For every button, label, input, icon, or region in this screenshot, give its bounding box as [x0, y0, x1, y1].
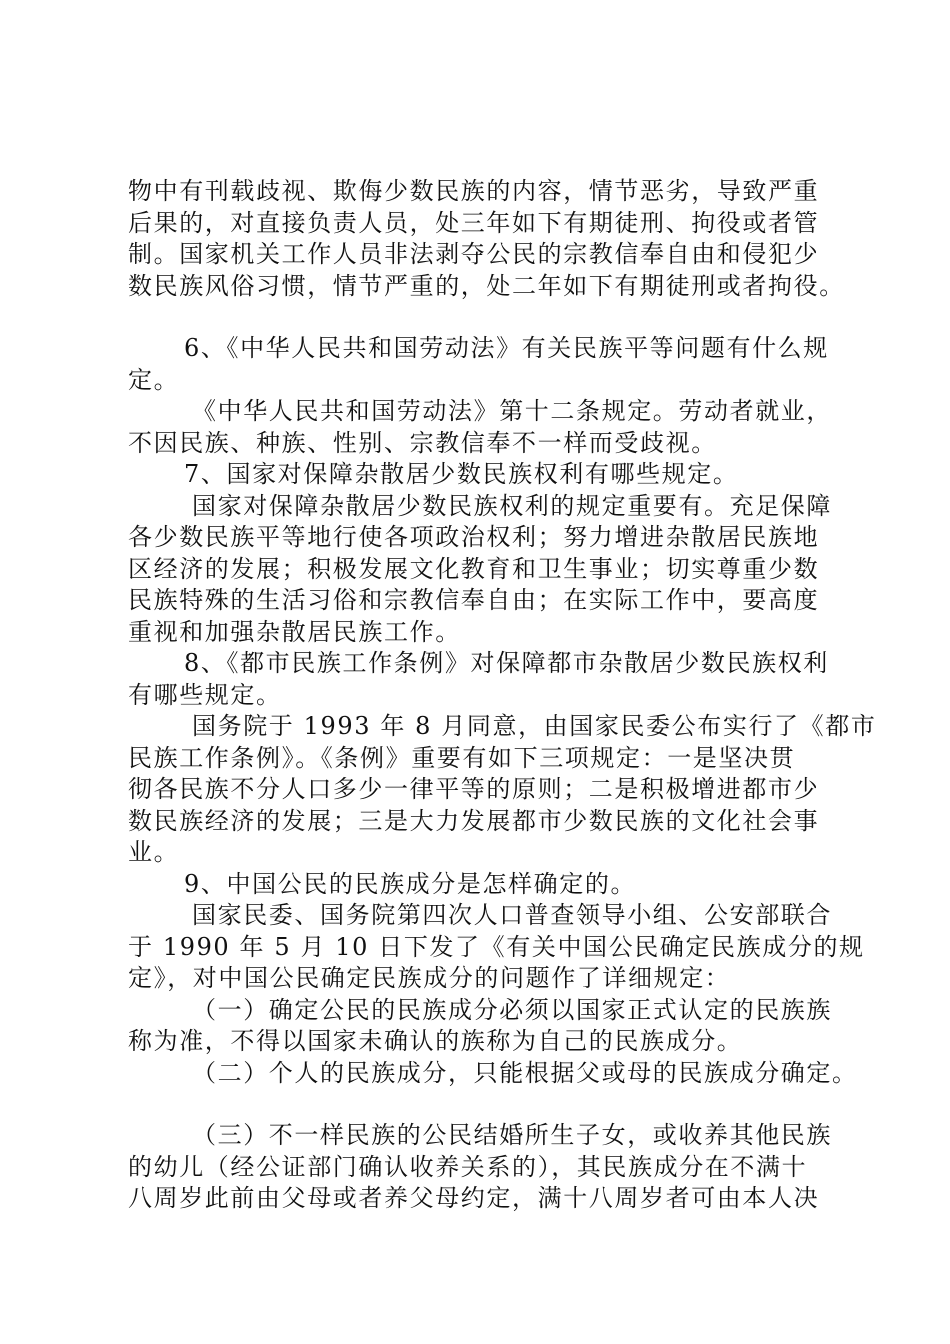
section-heading-8: 8、《都市民族工作条例》对保障都市杂散居少数民族权利 [184, 649, 829, 677]
text-line: 《中华人民共和国劳动法》第十二条规定。劳动者就业， [192, 397, 832, 425]
text-line: 数民族风俗习惯，情节严重的，处二年如下有期徒刑或者拘役。 [128, 271, 845, 300]
text-line: 国务院于 1993 年 8 月同意，由国家民委公布实行了《都市 [192, 712, 877, 740]
section-heading-6: 6、《中华人民共和国劳动法》有关民族平等问题有什么规 [184, 334, 829, 362]
document-body [128, 176, 877, 1215]
text-line: 国家民委、国务院第四次人口普查领导小组、公安部联合 [192, 901, 832, 929]
text-line: 彻各民族不分人口多少一律平等的原则；二是积极增进都市少 [128, 775, 820, 803]
text-line: 不因民族、种族、性别、宗教信奉不一样而受歧视。 [128, 428, 717, 457]
text-line: 民族特殊的生活习俗和宗教信奉自由；在实际工作中，要高度 [128, 586, 820, 614]
text-line: 物中有刊载歧视、欺侮少数民族的内容，情节恶劣，导致严重 [128, 177, 820, 205]
text-line: （三）不一样民族的公民结婚所生子女，或收养其他民族 [192, 1121, 832, 1149]
paragraph-gap [128, 1089, 830, 1120]
text-line: 定》，对中国公民确定民族成分的问题作了详细规定： [128, 964, 731, 992]
text-line: （二）个人的民族成分，只能根据父或母的民族成分确定。 [192, 1058, 858, 1087]
text-line: 重视和加强杂散居民族工作。 [128, 617, 461, 646]
text-line: 区经济的发展；积极发展文化教育和卫生事业；切实尊重少数 [128, 554, 820, 583]
text-line: （一）确定公民的民族成分必须以国家正式认定的民族族 [192, 995, 832, 1024]
text-line: 定。 [128, 365, 180, 394]
section-heading-7: 7、国家对保障杂散居少数民族权利有哪些规定。 [184, 460, 739, 488]
text-line: 于 1990 年 5 月 10 日下发了《有关中国公民确定民族成分的规 [128, 932, 865, 961]
text-line: 各少数民族平等地行使各项政治权利；努力增进杂散居民族地 [128, 523, 820, 551]
paragraph-gap [128, 302, 830, 333]
section-heading-9: 9、中国公民的民族成分是怎样确定的。 [184, 869, 637, 898]
text-line: 国家对保障杂散居少数民族权利的规定重要有。充足保障 [192, 491, 832, 520]
text-line: 后果的，对直接负责人员，处三年如下有期徒刑、拘役或者管 [128, 208, 820, 237]
text-line: 有哪些规定。 [128, 680, 282, 709]
text-line: 称为准，不得以国家未确认的族称为自己的民族成分。 [128, 1027, 743, 1055]
text-line: 业。 [128, 838, 180, 866]
text-line: 制。国家机关工作人员非法剥夺公民的宗教信奉自由和侵犯少 [128, 240, 820, 268]
text-line: 数民族经济的发展；三是大力发展都市少数民族的文化社会事 [128, 806, 820, 835]
text-line: 民族工作条例》。《条例》重要有如下三项规定：一是坚决贯 [128, 743, 796, 772]
text-line: 八周岁此前由父母或者养父母约定，满十八周岁者可由本人决 [128, 1184, 820, 1212]
text-line: 的幼儿（经公证部门确认收养关系的），其民族成分在不满十 [128, 1152, 808, 1181]
